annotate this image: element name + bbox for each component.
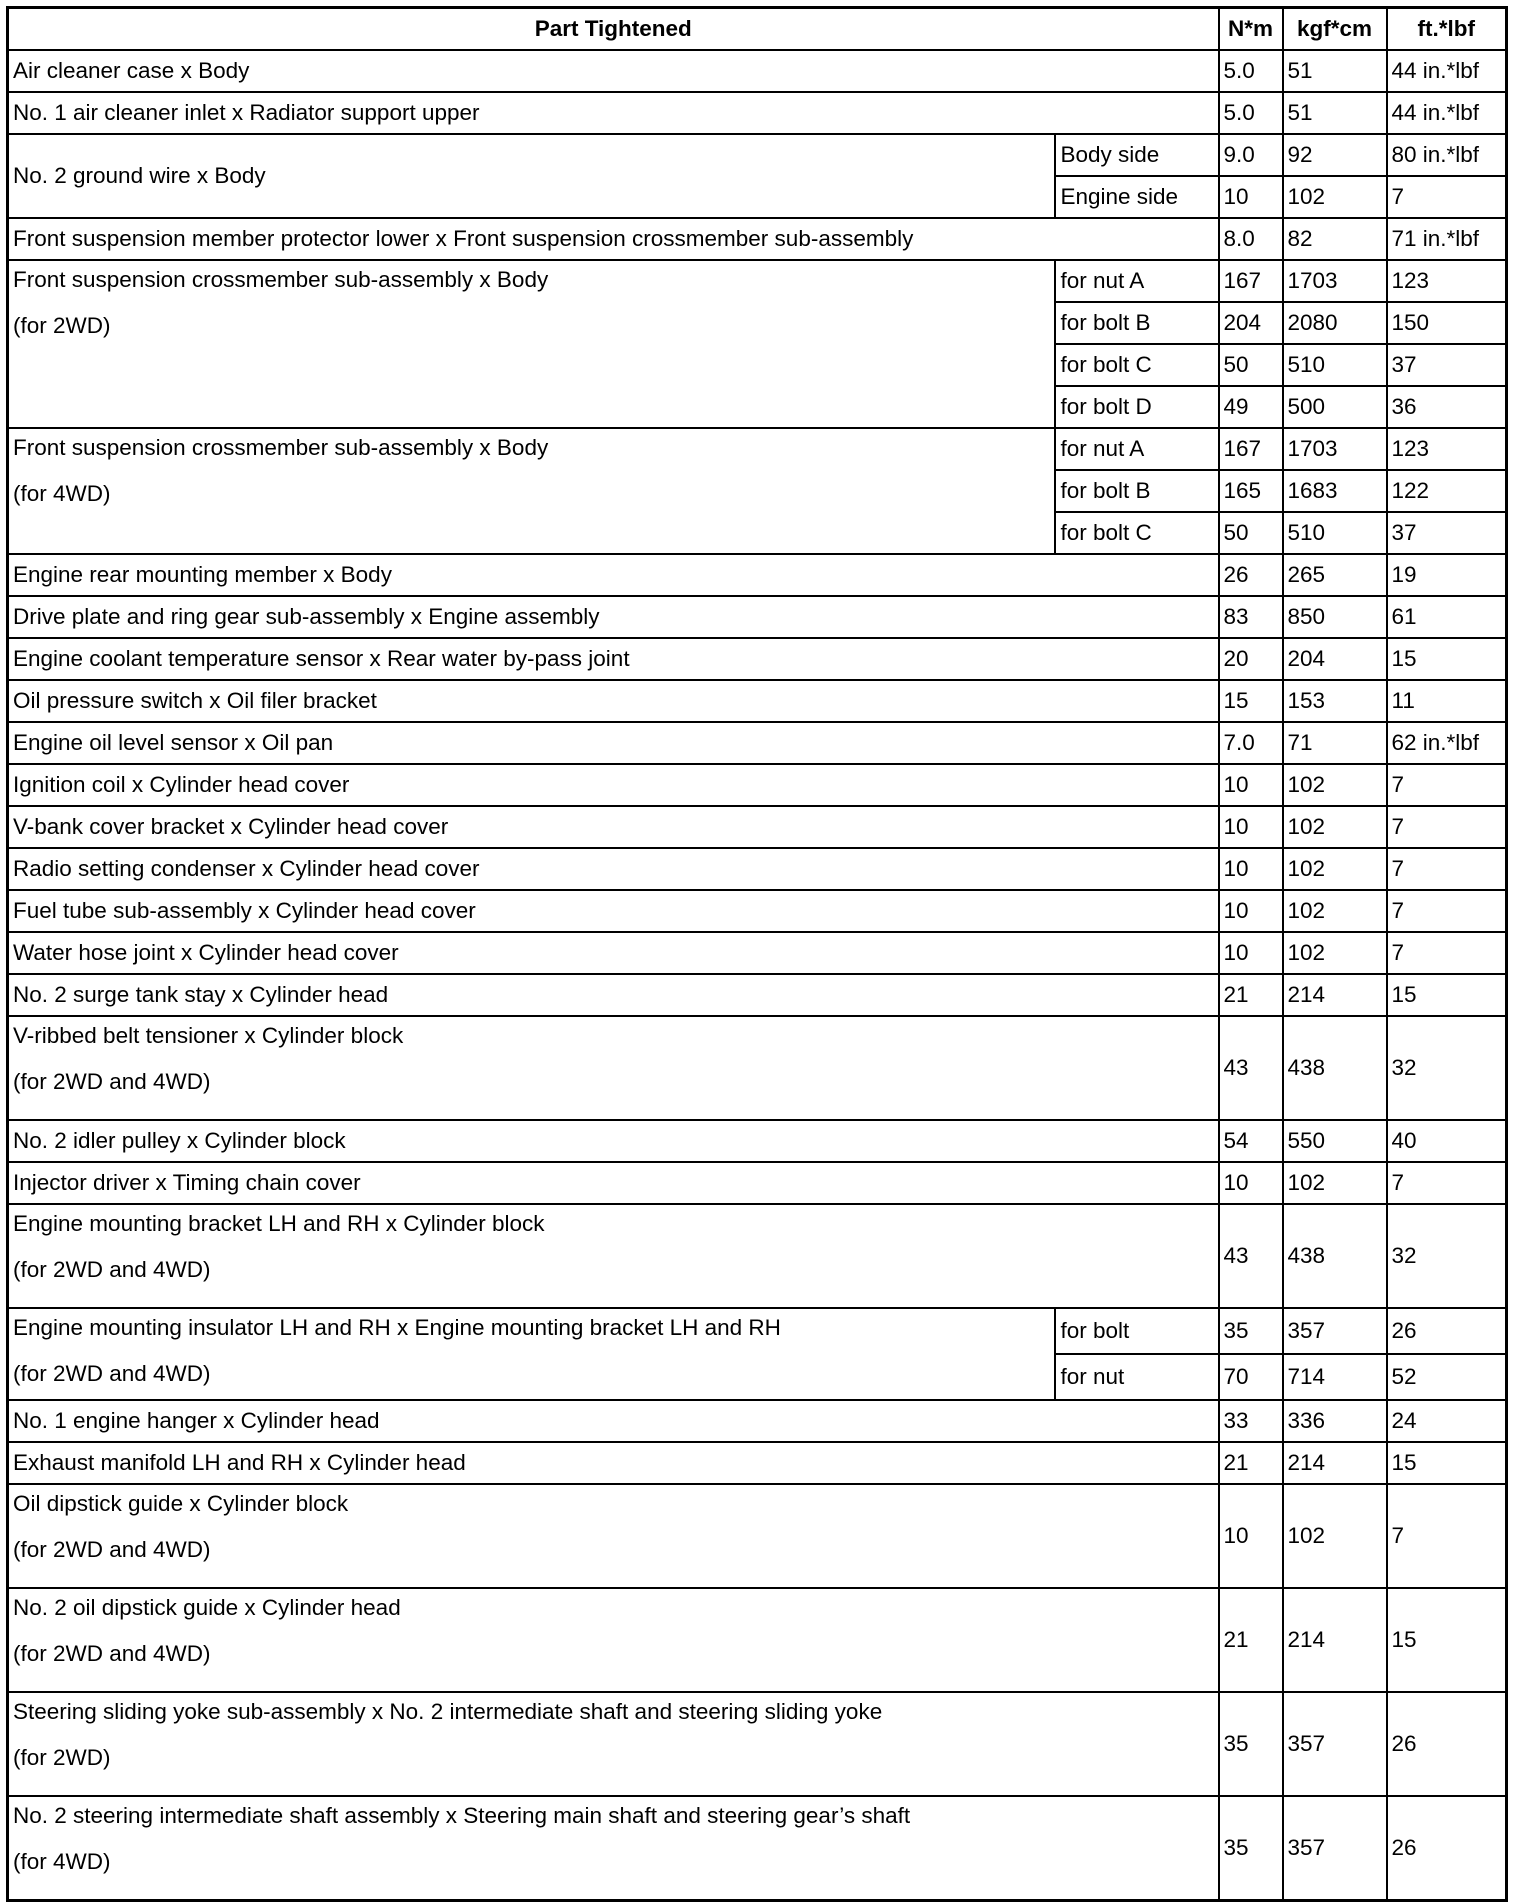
sub-label: for bolt C bbox=[1055, 344, 1218, 386]
value-kgf: 153 bbox=[1283, 680, 1387, 722]
part-note: (for 2WD) bbox=[13, 1745, 111, 1770]
sub-label: for bolt bbox=[1055, 1308, 1218, 1354]
value-ft: 26 bbox=[1387, 1796, 1507, 1901]
sub-label: for bolt B bbox=[1055, 470, 1218, 512]
value-kgf: 102 bbox=[1283, 806, 1387, 848]
part-cell bbox=[8, 848, 1219, 890]
part-cell bbox=[8, 1692, 1219, 1796]
value-kgf: 1683 bbox=[1283, 470, 1387, 512]
value-kgf: 850 bbox=[1283, 596, 1387, 638]
sub-label: for bolt D bbox=[1055, 386, 1218, 428]
value-nm: 33 bbox=[1219, 1400, 1283, 1442]
value-ft: 26 bbox=[1387, 1308, 1507, 1354]
part-name: Exhaust manifold LH and RH x Cylinder head bbox=[13, 1450, 466, 1475]
value-ft: 80 in.*lbf bbox=[1387, 134, 1507, 176]
part-cell bbox=[8, 932, 1219, 974]
sub-label: for nut bbox=[1055, 1354, 1218, 1400]
part-name: V-bank cover bracket x Cylinder head cover bbox=[13, 814, 449, 839]
value-ft: 15 bbox=[1387, 974, 1507, 1016]
part-cell bbox=[8, 92, 1219, 134]
part-name: No. 2 surge tank stay x Cylinder head bbox=[13, 982, 389, 1007]
value-nm: 10 bbox=[1219, 890, 1283, 932]
part-note: (for 2WD and 4WD) bbox=[13, 1069, 211, 1094]
value-ft: 7 bbox=[1387, 764, 1507, 806]
part-name: Steering sliding yoke sub-assembly x No. 2 intermediate shaft and steering sliding yoke bbox=[13, 1699, 883, 1724]
part-note: (for 2WD and 4WD) bbox=[13, 1257, 211, 1282]
table-row bbox=[8, 428, 1507, 470]
part-name: Engine oil level sensor x Oil pan bbox=[13, 730, 334, 755]
value-ft: 71 in.*lbf bbox=[1387, 218, 1507, 260]
value-nm: 26 bbox=[1219, 554, 1283, 596]
header-kgf: kgf*cm bbox=[1283, 8, 1387, 51]
part-note: (for 2WD and 4WD) bbox=[13, 1641, 211, 1666]
part-name: Engine coolant temperature sensor x Rear water by-pass joint bbox=[13, 646, 630, 671]
table-row bbox=[8, 1016, 1507, 1120]
value-kgf: 550 bbox=[1283, 1120, 1387, 1162]
value-ft: 24 bbox=[1387, 1400, 1507, 1442]
value-ft: 7 bbox=[1387, 848, 1507, 890]
table-row bbox=[8, 680, 1507, 722]
value-nm: 49 bbox=[1219, 386, 1283, 428]
part-note: (for 4WD) bbox=[13, 481, 111, 506]
value-kgf: 510 bbox=[1283, 344, 1387, 386]
part-cell bbox=[8, 974, 1219, 1016]
part-cell bbox=[8, 1796, 1219, 1901]
part-name: No. 2 ground wire x Body bbox=[13, 163, 266, 188]
value-ft: 32 bbox=[1387, 1016, 1507, 1120]
table-row bbox=[8, 890, 1507, 932]
part-name: Injector driver x Timing chain cover bbox=[13, 1170, 361, 1195]
part-name: Front suspension member protector lower x Front suspension crossmember sub-assembly bbox=[13, 226, 914, 251]
part-note: (for 4WD) bbox=[13, 1849, 111, 1874]
value-kgf: 1703 bbox=[1283, 428, 1387, 470]
table-row bbox=[8, 932, 1507, 974]
value-nm: 54 bbox=[1219, 1120, 1283, 1162]
value-kgf: 214 bbox=[1283, 1442, 1387, 1484]
part-cell bbox=[8, 1162, 1219, 1204]
value-ft: 7 bbox=[1387, 806, 1507, 848]
part-cell bbox=[8, 1442, 1219, 1484]
part-name: Radio setting condenser x Cylinder head cover bbox=[13, 856, 480, 881]
value-nm: 10 bbox=[1219, 806, 1283, 848]
value-nm: 21 bbox=[1219, 1588, 1283, 1692]
part-name: No. 2 idler pulley x Cylinder block bbox=[13, 1128, 346, 1153]
part-name: Oil dipstick guide x Cylinder block bbox=[13, 1491, 349, 1516]
table-row bbox=[8, 638, 1507, 680]
part-name: Oil pressure switch x Oil filer bracket bbox=[13, 688, 377, 713]
part-cell bbox=[8, 554, 1219, 596]
part-note: (for 2WD) bbox=[13, 313, 111, 338]
sub-label: Body side bbox=[1055, 134, 1218, 176]
table-row bbox=[8, 260, 1507, 302]
value-nm: 21 bbox=[1219, 1442, 1283, 1484]
value-nm: 204 bbox=[1219, 302, 1283, 344]
value-nm: 20 bbox=[1219, 638, 1283, 680]
part-cell bbox=[8, 1204, 1219, 1308]
part-name: No. 1 air cleaner inlet x Radiator support upper bbox=[13, 100, 480, 125]
table-row bbox=[8, 974, 1507, 1016]
table-row bbox=[8, 1400, 1507, 1442]
table-row bbox=[8, 806, 1507, 848]
value-kgf: 204 bbox=[1283, 638, 1387, 680]
value-nm: 5.0 bbox=[1219, 92, 1283, 134]
part-cell bbox=[8, 1484, 1219, 1588]
part-name: Front suspension crossmember sub-assembly x Body bbox=[13, 435, 549, 460]
table-row bbox=[8, 1588, 1507, 1692]
value-ft: 26 bbox=[1387, 1692, 1507, 1796]
table-row bbox=[8, 134, 1507, 176]
part-cell bbox=[8, 806, 1219, 848]
value-ft: 40 bbox=[1387, 1120, 1507, 1162]
value-nm: 35 bbox=[1219, 1796, 1283, 1901]
value-nm: 167 bbox=[1219, 260, 1283, 302]
part-cell bbox=[8, 1400, 1219, 1442]
part-name: No. 1 engine hanger x Cylinder head bbox=[13, 1408, 380, 1433]
table-row bbox=[8, 1442, 1507, 1484]
value-kgf: 357 bbox=[1283, 1308, 1387, 1354]
table-row bbox=[8, 1120, 1507, 1162]
header-row bbox=[8, 8, 1507, 51]
part-cell bbox=[8, 764, 1219, 806]
value-ft: 52 bbox=[1387, 1354, 1507, 1400]
value-nm: 70 bbox=[1219, 1354, 1283, 1400]
value-ft: 61 bbox=[1387, 596, 1507, 638]
value-kgf: 357 bbox=[1283, 1692, 1387, 1796]
value-ft: 122 bbox=[1387, 470, 1507, 512]
table-row bbox=[8, 1484, 1507, 1588]
value-nm: 10 bbox=[1219, 848, 1283, 890]
value-nm: 10 bbox=[1219, 932, 1283, 974]
value-ft: 36 bbox=[1387, 386, 1507, 428]
value-ft: 15 bbox=[1387, 1442, 1507, 1484]
value-nm: 21 bbox=[1219, 974, 1283, 1016]
value-kgf: 2080 bbox=[1283, 302, 1387, 344]
value-nm: 167 bbox=[1219, 428, 1283, 470]
table-row bbox=[8, 50, 1507, 92]
table-row bbox=[8, 596, 1507, 638]
value-kgf: 102 bbox=[1283, 1162, 1387, 1204]
table-row bbox=[8, 764, 1507, 806]
value-nm: 165 bbox=[1219, 470, 1283, 512]
value-ft: 44 in.*lbf bbox=[1387, 92, 1507, 134]
table-row bbox=[8, 1308, 1507, 1354]
part-cell bbox=[8, 890, 1219, 932]
value-nm: 5.0 bbox=[1219, 50, 1283, 92]
value-nm: 7.0 bbox=[1219, 722, 1283, 764]
value-ft: 44 in.*lbf bbox=[1387, 50, 1507, 92]
part-name: V-ribbed belt tensioner x Cylinder block bbox=[13, 1023, 404, 1048]
value-ft: 7 bbox=[1387, 890, 1507, 932]
value-kgf: 265 bbox=[1283, 554, 1387, 596]
value-kgf: 51 bbox=[1283, 50, 1387, 92]
value-kgf: 214 bbox=[1283, 974, 1387, 1016]
value-ft: 150 bbox=[1387, 302, 1507, 344]
sub-label: for bolt B bbox=[1055, 302, 1218, 344]
value-nm: 10 bbox=[1219, 176, 1283, 218]
value-kgf: 102 bbox=[1283, 848, 1387, 890]
value-nm: 35 bbox=[1219, 1692, 1283, 1796]
value-kgf: 51 bbox=[1283, 92, 1387, 134]
part-cell bbox=[8, 1588, 1219, 1692]
sub-label: Engine side bbox=[1055, 176, 1218, 218]
sub-label: for nut A bbox=[1055, 428, 1218, 470]
header-part: Part Tightened bbox=[8, 8, 1219, 51]
part-note: (for 2WD and 4WD) bbox=[13, 1361, 211, 1386]
part-cell bbox=[8, 680, 1219, 722]
table-row bbox=[8, 92, 1507, 134]
value-nm: 83 bbox=[1219, 596, 1283, 638]
part-note: (for 2WD and 4WD) bbox=[13, 1537, 211, 1562]
part-name: Ignition coil x Cylinder head cover bbox=[13, 772, 350, 797]
value-kgf: 214 bbox=[1283, 1588, 1387, 1692]
value-nm: 35 bbox=[1219, 1308, 1283, 1354]
value-ft: 7 bbox=[1387, 1484, 1507, 1588]
value-kgf: 82 bbox=[1283, 218, 1387, 260]
header-ft: ft.*lbf bbox=[1387, 8, 1507, 51]
value-ft: 7 bbox=[1387, 1162, 1507, 1204]
part-cell bbox=[8, 1120, 1219, 1162]
value-kgf: 500 bbox=[1283, 386, 1387, 428]
value-ft: 123 bbox=[1387, 428, 1507, 470]
value-nm: 15 bbox=[1219, 680, 1283, 722]
value-ft: 37 bbox=[1387, 344, 1507, 386]
value-nm: 50 bbox=[1219, 512, 1283, 554]
table-row bbox=[8, 1162, 1507, 1204]
value-ft: 15 bbox=[1387, 638, 1507, 680]
part-name: Fuel tube sub-assembly x Cylinder head cover bbox=[13, 898, 476, 923]
part-cell bbox=[8, 260, 1056, 428]
table-row bbox=[8, 848, 1507, 890]
torque-spec-table bbox=[6, 6, 1508, 1902]
value-ft: 19 bbox=[1387, 554, 1507, 596]
value-ft: 11 bbox=[1387, 680, 1507, 722]
part-name: Engine rear mounting member x Body bbox=[13, 562, 392, 587]
value-nm: 43 bbox=[1219, 1204, 1283, 1308]
value-nm: 8.0 bbox=[1219, 218, 1283, 260]
part-cell bbox=[8, 218, 1219, 260]
value-kgf: 357 bbox=[1283, 1796, 1387, 1901]
value-ft: 7 bbox=[1387, 932, 1507, 974]
value-kgf: 510 bbox=[1283, 512, 1387, 554]
value-kgf: 102 bbox=[1283, 890, 1387, 932]
part-name: Front suspension crossmember sub-assembly x Body bbox=[13, 267, 549, 292]
part-cell bbox=[8, 134, 1056, 218]
value-nm: 10 bbox=[1219, 1162, 1283, 1204]
value-kgf: 102 bbox=[1283, 1484, 1387, 1588]
value-ft: 62 in.*lbf bbox=[1387, 722, 1507, 764]
part-name: No. 2 oil dipstick guide x Cylinder head bbox=[13, 1595, 401, 1620]
value-kgf: 102 bbox=[1283, 932, 1387, 974]
value-nm: 43 bbox=[1219, 1016, 1283, 1120]
value-nm: 50 bbox=[1219, 344, 1283, 386]
value-kgf: 438 bbox=[1283, 1016, 1387, 1120]
value-nm: 10 bbox=[1219, 1484, 1283, 1588]
table-row bbox=[8, 218, 1507, 260]
value-kgf: 1703 bbox=[1283, 260, 1387, 302]
table-row bbox=[8, 1204, 1507, 1308]
part-cell bbox=[8, 638, 1219, 680]
sub-label: for nut A bbox=[1055, 260, 1218, 302]
value-ft: 15 bbox=[1387, 1588, 1507, 1692]
value-kgf: 71 bbox=[1283, 722, 1387, 764]
value-kgf: 714 bbox=[1283, 1354, 1387, 1400]
value-kgf: 92 bbox=[1283, 134, 1387, 176]
sub-label: for bolt C bbox=[1055, 512, 1218, 554]
value-nm: 10 bbox=[1219, 764, 1283, 806]
value-kgf: 102 bbox=[1283, 176, 1387, 218]
table-row bbox=[8, 554, 1507, 596]
table-row bbox=[8, 1796, 1507, 1901]
part-cell bbox=[8, 50, 1219, 92]
value-ft: 7 bbox=[1387, 176, 1507, 218]
table-row bbox=[8, 722, 1507, 764]
value-kgf: 102 bbox=[1283, 764, 1387, 806]
header-nm: N*m bbox=[1219, 8, 1283, 51]
part-cell bbox=[8, 596, 1219, 638]
value-ft: 123 bbox=[1387, 260, 1507, 302]
part-name: Water hose joint x Cylinder head cover bbox=[13, 940, 399, 965]
value-ft: 37 bbox=[1387, 512, 1507, 554]
part-name: Air cleaner case x Body bbox=[13, 58, 250, 83]
value-kgf: 336 bbox=[1283, 1400, 1387, 1442]
part-cell bbox=[8, 1016, 1219, 1120]
part-name: No. 2 steering intermediate shaft assembly x Steering main shaft and steering gear’s shaft bbox=[13, 1803, 911, 1828]
value-ft: 32 bbox=[1387, 1204, 1507, 1308]
part-name: Drive plate and ring gear sub-assembly x Engine assembly bbox=[13, 604, 600, 629]
value-nm: 9.0 bbox=[1219, 134, 1283, 176]
part-name: Engine mounting bracket LH and RH x Cylinder block bbox=[13, 1211, 545, 1236]
value-kgf: 438 bbox=[1283, 1204, 1387, 1308]
part-cell bbox=[8, 722, 1219, 764]
table-row bbox=[8, 1692, 1507, 1796]
part-cell bbox=[8, 428, 1056, 554]
part-name: Engine mounting insulator LH and RH x Engine mounting bracket LH and RH bbox=[13, 1315, 781, 1340]
part-cell bbox=[8, 1308, 1056, 1400]
